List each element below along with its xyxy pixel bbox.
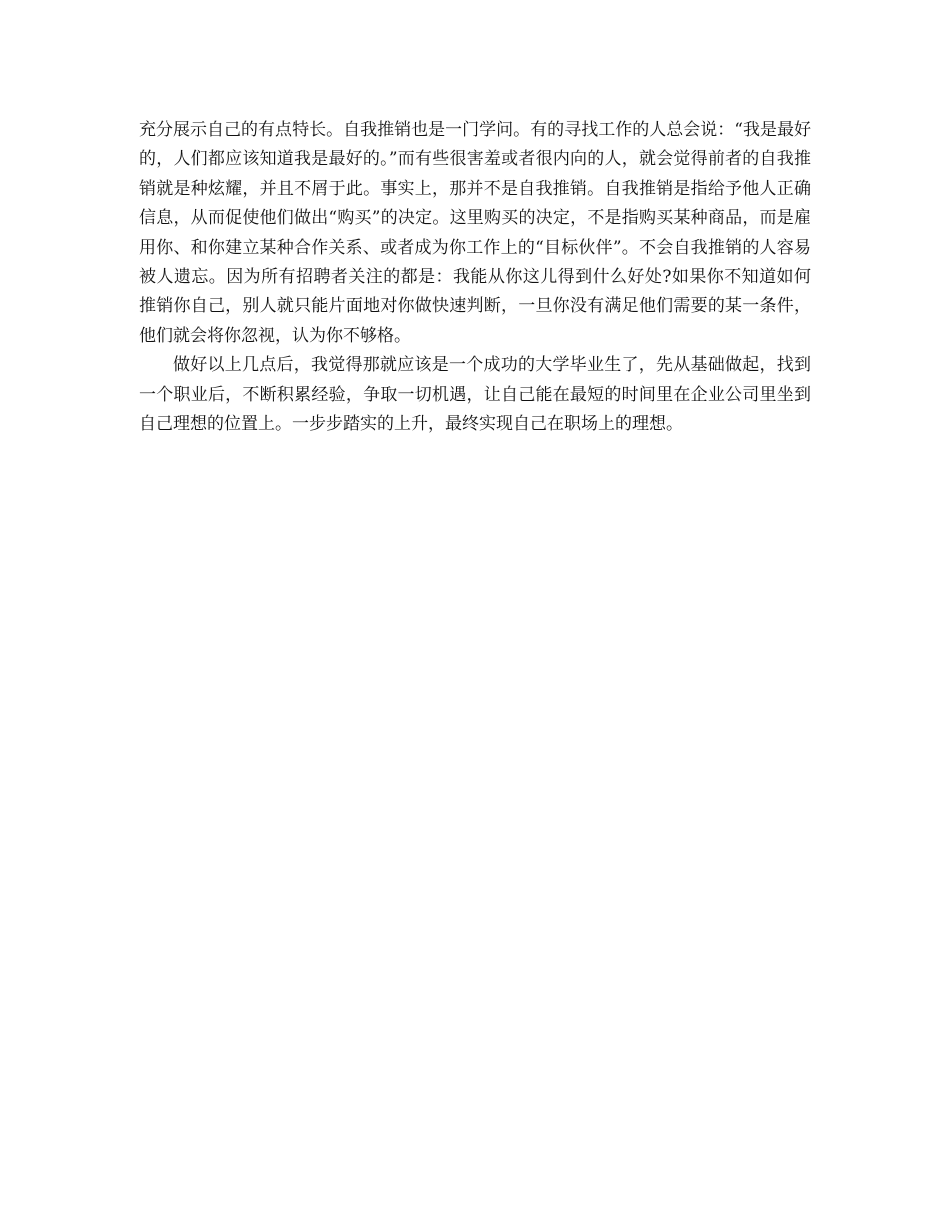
paragraph-self-promotion: 充分展示自己的有点特长。自我推销也是一门学问。有的寻找工作的人总会说：“我是最好的，人们都应该知道我是最好的。”而有些很害羞或者很内向的人，就会觉得前者的自我推销就是种炫耀，并且不屑于此。事实上，那并不是自我推销。自我推销是指给予他人正确信息，从而促使他们做出“购买”的决定。这里购买的决定，不是指购买某种商品，而是雇用你、和你建立某种合作关系、或者成为你工作上的“目标伙伴”。不会自我推销的人容易被人遗忘。因为所有招聘者关注的都是：我能从你这儿得到什么好处?如果你不知道如何推销你自己，别人就只能片面地对你做快速判断，一旦你没有满足他们需要的某一条件，他们就会将你忽视，认为你不够格。 (139, 120, 811, 346)
document-body (139, 116, 811, 439)
paragraph-conclusion: 做好以上几点后，我觉得那就应该是一个成功的大学毕业生了，先从基础做起，找到一个职业后，不断积累经验，争取一切机遇，让自己能在最短的时间里在企业公司里坐到自己理想的位置上。一步步踏实的上升，最终实现自己在职场上的理想。 (139, 355, 811, 435)
